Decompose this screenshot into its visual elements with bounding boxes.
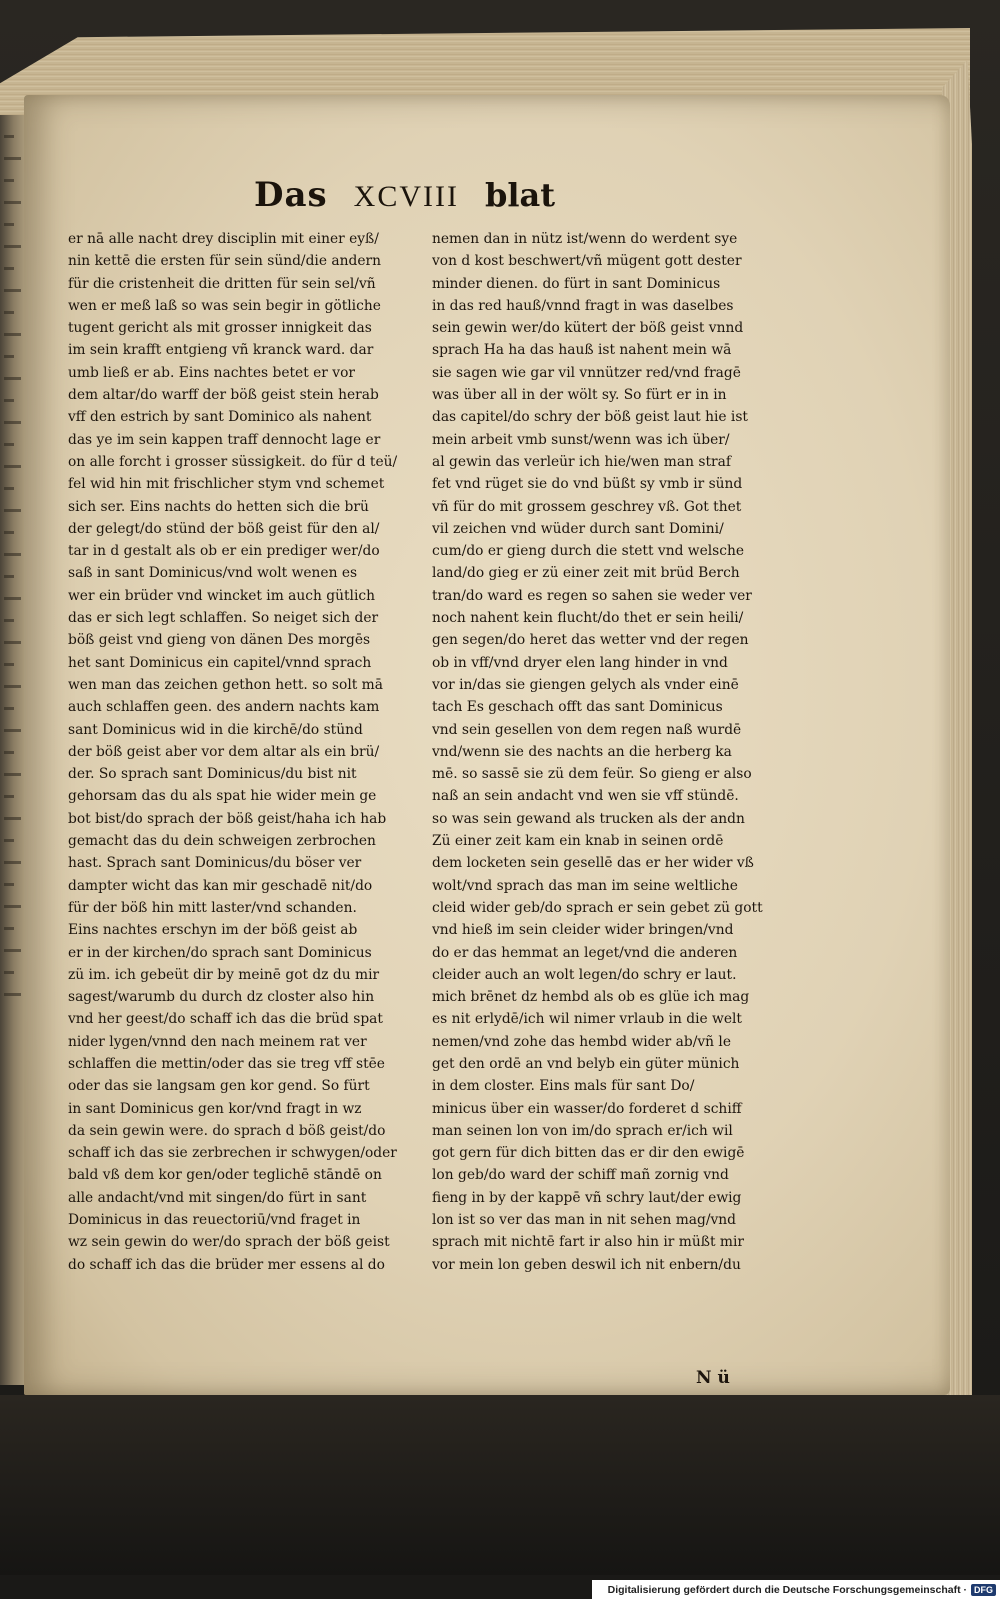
text-line: wer ein brüder vnd wincket im auch gütlich [68,587,375,604]
facing-page-text-fragment [4,575,14,578]
text-line: vnd sein gesellen von dem regen naß wurdē [432,721,742,738]
text-line: ob in vff/vnd dryer elen lang hinder in vnd [432,654,728,671]
text-line: get den ordē an vnd belyb ein güter münich [432,1055,740,1072]
dark-background [0,1395,1000,1575]
facing-page-text-fragment [4,289,21,292]
text-line: wolt/vnd sprach das man im seine weltliche [432,877,738,894]
text-line: für die cristenheit die dritten für sein sel/vñ [68,275,376,292]
facing-page-text-fragment [4,619,14,622]
facing-page-text-fragment [4,685,21,688]
text-line: bald vß dem kor gen/oder teglichē stāndē on [68,1167,382,1184]
text-line: schaff ich das sie zerbrechen ir schwygen/oder [68,1145,397,1162]
text-line: on alle forcht i grosser süssigkeit. do für d teü/ [68,453,398,470]
facing-page-text-fragment [4,795,14,798]
text-line: hast. Sprach sant Dominicus/du böser ver [68,855,362,872]
facing-page-text-fragment [4,641,21,644]
facing-page-text-fragment [4,267,14,270]
text-line: Eins nachtes erschyn im der böß geist ab [68,922,358,939]
text-line: sprach Ha ha das hauß ist nahent mein wā [432,342,732,359]
facing-page-text-fragment [4,223,14,226]
facing-page-text-fragment [4,509,21,512]
running-head-leaf: blat [484,176,556,214]
text-line: do schaff ich das die brüder mer essens al do [68,1256,385,1273]
text-line: tran/do ward es regen so sahen sie weder ver [432,587,752,604]
text-column-right [432,228,782,1348]
text-line: nider lygen/vnnd den nach meinem rat ver [68,1033,367,1050]
running-head [254,175,654,225]
facing-page-text-fragment [4,399,14,402]
text-line: nin kettē die ersten für sein sünd/die andern [68,253,381,270]
signature-mark: N ü [696,1368,730,1388]
text-line: al gewin das verleür ich hie/wen man straf [432,453,731,470]
text-line: man seinen lon von im/do sprach er/ich wil [432,1122,733,1139]
text-line: saß in sant Dominicus/vnd wolt wenen es [68,565,358,582]
text-line: zü im. ich gebeüt dir by meinē got dz du mir [68,966,380,983]
text-line: wz sein gewin do wer/do sprach der böß geist [68,1234,390,1251]
text-line: vnd her geest/do schaff ich das die brüd spat [68,1011,383,1028]
facing-page-text-fragment [4,883,14,886]
text-line: für der böß hin mitt laster/vnd schanden. [68,899,357,916]
text-line: minder dienen. do fürt in sant Dominicus [432,275,721,292]
text-line: cleider auch an wolt legen/do schry er laut. [432,966,737,983]
text-line: vil zeichen vnd wüder durch sant Domini/ [432,520,724,537]
text-line: so was sein gewand als trucken als der andn [432,810,745,827]
facing-page-text-fragment [4,751,14,754]
text-line: im sein krafft entgieng vñ kranck ward. dar [68,342,374,359]
facing-page-text-fragment [4,135,14,138]
facing-page-text-fragment [4,597,21,600]
text-line: oder das sie langsam gen kor gend. So fürt [68,1078,370,1095]
running-head-word: Das [254,175,328,215]
text-line: der böß geist aber vor dem altar als ein brü/ [68,743,380,760]
text-line: sprach mit nichtē fart ir also hin ir müßt mir [432,1234,744,1251]
text-line: nemen dan in nütz ist/wenn do werdent sye [432,231,738,247]
text-line: het sant Dominicus ein capitel/vnnd sprach [68,654,372,671]
text-line: böß geist vnd gieng von dänen Des morgēs [68,632,371,649]
facing-page-text-fragment [4,311,14,314]
text-line: von d kost beschwert/vñ mügent gott dester [432,253,742,270]
text-line: gehorsam das du als spat hie wider mein ge [68,788,377,805]
text-line: der gelegt/do stünd der böß geist für den al/ [68,520,380,537]
text-line: do er das hemmat an leget/vnd die anderen [432,944,738,961]
facing-page-text-fragment [4,993,21,996]
facing-page-text-fragment [4,377,21,380]
text-line: dampter wicht das kan mir geschadē nit/do [68,877,373,894]
text-line: mein arbeit vmb sunst/wenn was ich über/ [432,431,730,448]
text-line: das er sich legt schlaffen. So neiget sich der [68,610,379,627]
text-line: das capitel/do schry der böß geist laut hie ist [432,409,748,426]
text-line: gen segen/do heret das wetter vnd der regen [432,632,749,649]
text-line: schlaffen die mettin/oder das sie treg vff stēe [68,1055,385,1072]
text-line: in das red hauß/vnnd fragt in was daselbes [432,297,734,314]
facing-page-text-fragment [4,333,21,336]
facing-page-text-fragment [4,729,21,732]
text-line: da sein gewin were. do sprach d böß geist/do [68,1122,386,1139]
facing-page-text-fragment [4,663,14,666]
text-line: mich brēnet dz hembd als ob es glüe ich mag [432,989,750,1006]
text-line: gemacht das du dein schweigen zerbrochen [68,833,376,850]
text-line: auch schlaffen geen. des andern nachts kam [68,699,380,716]
text-line: nemen/vnd zohe das hembd wider ab/vñ le [432,1033,731,1050]
text-line: was über all in der wölt sy. So fürt er in in [432,387,727,404]
facing-page-text-fragment [4,179,14,182]
text-line: cleid wider geb/do sprach er sein gebet zü gott [432,899,763,916]
text-line: Zü einer zeit kam ein knab in seinen ordē [432,833,724,850]
text-line: dem locketen sein gesellē das er her wider vß [432,855,754,872]
text-line: sant Dominicus wid in die kirchē/do stünd [68,721,363,738]
text-line: das ye im sein kappen traff dennocht lage er [68,431,381,448]
facing-page-text-fragment [4,157,21,160]
facing-page-text-fragment [4,245,21,248]
text-line: fel wid hin mit frischlicher stym vnd schemet [68,476,385,493]
folio-number: XCVIII [353,180,459,213]
text-line: vnd hieß im sein cleider wider bringen/vnd [432,922,734,939]
text-line: vnd/wenn sie des nachts an die herberg ka [432,743,732,760]
dfg-logo: DFG [971,1584,996,1596]
text-line: es nit erlydē/ich wil nimer vrlaub in die welt [432,1011,742,1028]
text-line: tar in d gestalt als ob er ein prediger wer/do [68,543,380,560]
text-line: naß an sein andacht vnd wen sie vff stündē. [432,788,739,805]
facing-page-text-fragment [4,927,14,930]
text-line: lon geb/do ward der schiff mañ zornig vnd [432,1167,729,1184]
text-line: got gern für dich bitten das er dir den ewigē [432,1145,745,1162]
text-line: der. So sprach sant Dominicus/du bist nit [68,766,357,783]
text-line: vff den estrich by sant Dominico als nahent [68,409,372,426]
text-line: dem altar/do warff der böß geist stein herab [68,387,379,404]
facing-page-text-fragment [4,949,21,952]
facing-page-text-fragment [4,421,21,424]
facing-page-text-fragment [4,707,14,710]
text-line: er in der kirchen/do sprach sant Dominicus [68,944,372,961]
text-column-left [68,228,418,1348]
text-line: vor mein lon geben deswil ich nit enbern/du [432,1256,741,1273]
facing-page-text-fragment [4,905,21,908]
facing-page-text-fragment [4,487,14,490]
text-line: umb ließ er ab. Eins nachtes betet er vor [68,364,355,381]
text-line: sagest/warumb du durch dz closter also hin [68,989,375,1006]
facing-page-text-fragment [4,465,21,468]
text-line: wen er meß laß so was sein begir in götliche [68,297,381,314]
text-line: alle andacht/vnd mit singen/do fürt in sant [68,1189,367,1206]
facing-page-text-fragment [4,531,14,534]
digitization-credit: Digitalisierung gefördert durch die Deutsche Forschungsgemeinschaft · [607,1583,967,1596]
text-line: vor in/das sie giengen gelych als vnder einē [432,676,739,693]
text-line: fieng in by der kappē vñ schry laut/der ewig [432,1189,742,1206]
facing-page-text-fragment [4,817,21,820]
facing-page-text-fragment [4,355,14,358]
facing-page-text-fragment [4,839,14,842]
text-line: lon ist so ver das man in nit sehen mag/vnd [432,1212,737,1229]
book-page [24,95,950,1395]
text-line: land/do gieg er zü einer zeit mit brüd Berch [432,565,740,582]
text-line: wen man das zeichen gethon hett. so solt mā [68,676,383,693]
facing-page-text-fragment [4,443,14,446]
facing-page-text-fragment [4,201,21,204]
text-line: cum/do er gieng durch die stett vnd welsche [432,543,745,560]
digitization-credit-bar [592,1580,1000,1599]
text-line: sein gewin wer/do kütert der böß geist vnnd [432,320,744,337]
text-line: tugent gericht als mit grosser innigkeit das [68,320,372,337]
facing-page-text-fragment [4,553,21,556]
text-line: sie sagen wie gar vil vnnützer red/vnd fragē [432,364,741,381]
text-line: sich ser. Eins nachts do hetten sich die brü [68,498,369,515]
text-line: noch nahent kein flucht/do thet er sein heili/ [432,610,744,627]
facing-page-text-fragment [4,971,14,974]
text-line: vñ für do mit grossem geschrey vß. Got thet [432,498,742,515]
text-line: tach Es geschach offt das sant Dominicus [432,699,723,716]
text-line: Dominicus in das reuectoriū/vnd fraget in [68,1212,361,1229]
text-line: fet vnd rüget sie do vnd büßt sy vmb ir sünd [432,476,743,493]
text-line: minicus über ein wasser/do forderet d schiff [432,1100,742,1117]
text-line: er nā alle nacht drey disciplin mit einer eyß/ [68,231,379,247]
facing-page-text-fragment [4,773,21,776]
text-line: bot bist/do sprach der böß geist/haha ich hab [68,810,387,827]
text-line: in sant Dominicus gen kor/vnd fragt in wz [68,1100,362,1117]
text-line: mē. so sassē sie zü dem feür. So gieng er also [432,766,752,783]
facing-page-text-fragment [4,861,21,864]
text-line: in dem closter. Eins mals für sant Do/ [432,1078,695,1095]
